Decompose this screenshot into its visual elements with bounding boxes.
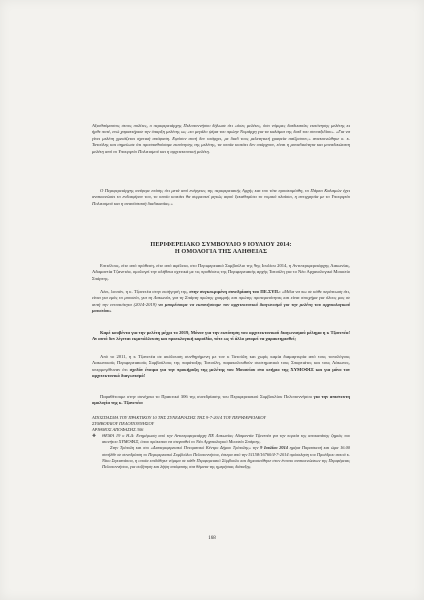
decision-item-text: ΘΕΜΑ 19 ο Η.Δ: Ενημέρωση από την Αντιπεριφερειάρχη ΠΕ Λακωνίας Αδαμαντία Τζανετέα για την πορεία της αποκατάσης ζημιάς του ακινήτου ΧΥΜΟΦΙΞ, όπου πρόκειται να στεγασθεί το Νέο Αρχαιολογικό Μουσείο Σπάρτης. (102, 433, 350, 445)
paragraph-2-lead: Λέει, λοιπόν, η κ. Τζανετέα στην εισήγησή της, (100, 289, 190, 294)
body-paragraph-4 (92, 354, 350, 380)
paragraph-2-bold: στην συγκεκριμένη συνεδρίαση του ΠΕ.ΣΥΠ.: (189, 289, 281, 294)
decision-item (92, 433, 350, 445)
decision-body (92, 445, 350, 469)
paragraph-5-bold: για την απιστευτη ομολογία της κ. Τζανετέα: (92, 394, 350, 406)
section-title (92, 241, 350, 256)
bullet-icon: ❖ (92, 433, 96, 439)
body-paragraph-2 (92, 289, 350, 315)
paragraph-2-quote: «Μέλα να πω σε κάθε περίπτωση ότι, είναι για εμάς το μουσείο, για τη Λακωνία, για τη Σπάρτη πρώτης γραμμής και πρώτης προτεραιότητας και είναι στοιχήμα για όλους μας σε αυτή την εντοπιότητα (2014-2019) (92, 289, 350, 307)
paragraph-4-bold: σχεδόν έτοιμα για την προκήρυξη της μελέτης του Μουσείου στο κτήριο της ΧΥΜΟΦΙΞ και για μόνο τον αρχιτεκτονικό διαγωνισμό! (92, 366, 350, 379)
decision-excerpt (92, 415, 350, 470)
paragraph-4-lead: Από το 2011, η κ Τζανετέα σε ακόλουση συνθηρήμενη με τον κ Τατούλη και χωρίς καμία διαμαρτυρία από τους τοπολόγους Λακωνικούς Περιφερειακούς Συμβούλους της παράταξης Τατούλη, παρακολουθούν συστηματικά τους Σπαρτιάτες και τους Λάκωνες, υπερμεγέθυναν ότι (92, 354, 350, 372)
decision-heading-line-1: ΑΠΟΣΠΑΣΜΑ ΤΟΥ ΠΡΑΚΤΙΚΟΥ 10 ΤΗΣ ΣΥΝΕΔΡΙΑΣΗΣ ΤΗΣ 9-7-2014 ΤΟΥ ΠΕΡΙΦΕΡΕΙΑΚΟΥ (92, 415, 266, 420)
body-paragraph-3: Καρέ κουβέντα για την μελέτη μέχρι το 2019, Μόνον για την εκπόνηση του αρχιτεκτονικού διαγωνισμού μέλημα η κ Τζανετέα! Αν αυτό δεν λέγεται εκμετάλλευση και προεκλογική κοροϊδία, τότε ως τί άλλο μπορεί να χαρακτηρισθεί; (92, 330, 350, 342)
intro-paragraph-1: Αξιοθαύμαστος στους πολίτες, ο περιφερειάρχης Πελοποννήσου δήλωσε ότι «όσες μελέτες, όσο νόμιμες διαδικασίες εκπόνησης μελέτης κι ήρθε ποτέ, ενώ χαρακτήρισε την ύπαρξη μελέτης ως «το μεγάλο ψέμα του πρώην Νομάρχη για τα καλάμια της διαδ του συνταξιδίου». «Για να γίνει μελέτη χρειάζεται σχετική απόφαση. Εφόσον αυτή δεν υπάρχει, με διαδ τους μελετητική γραφεία παίζρσουν,» ανακοινώθηκε κ. κ. Τατούλης και σημείωσε ότι προσπαθούσαμε εκπόνησης της μελέτης, τα οποία κοιτάει δεν υπάρχουν, είναι η μοναδικότητα και μοναδικώτατη μελέτη από το Υπουργείο Πολιτισμού και η αρχιτεκτονική μελέτη. (92, 123, 350, 154)
section-title-line-2: Η ΟΜΟΛΟΓΙΑ ΤΗΣ ΑΛΗΘΕΙΑΣ (174, 248, 268, 256)
decision-heading-line-2: ΣΥΜΒΟΥΛΙΟΥ ΠΕΛΟΠΟΝΝΗΣΟΥ (92, 421, 154, 427)
intro-paragraph-2: Ο Περιφερειάρχης ανέφερε επίσης ότι μετά από ενέργειες της περιφερειακής Αρχής και του τότε προσκομίσθη, το Πάρκο Καλαμών έχει ανακοινώσει το ενδιαφέρον του, το οποίο κοιτάει θα συρρευτεί ρητώς αφού ξεκαθαρίσει το νομικό πλαίσιο, η αντιχρησία με το Υπουργείο Πολιτισμού και η ανασύστασή διαδικασίας.» (92, 188, 350, 206)
decision-body-rest: ημέρα Παρασκευή και ώρα 16.00 συνήλθε σε συνεδρίαση το Περιφερειακό Συμβούλιο Πελοποννήσου, έστερα από την 51158/16760/4-7-2014 πρόσκληση του Προέδρου αυτού κ. Νίκο Σηκιανάκου, η οποία επιδόθηκε νόμιμα σε κάθε Περιφερειακό Σύμβουλο και δημοσιεύθηκε στον έντυπο ανακοινώσεων της Περιφέρειας Πελοποννήσου, για συζήτηση και λήψη απόφασης στα θέματα της ημερήσιας διάταξης. (102, 445, 350, 469)
paragraph-5-lead: Παραθέτουμε στην συνέχεια το Πρακτικό 306 της συνεδρίασης του Περιφερειακού Συμβουλίου Πελοποννήσου (100, 394, 314, 399)
section-title-line-1: ΠΕΡΙΦΕΡΕΙΑΚΟ ΣΥΜΒΟΥΛΙΟ 9 ΙΟΥΛΙΟΥ 2014: (150, 241, 292, 248)
decision-body-lead: Στην Τρίπολη και στο «Διαπεριφερειακό Πνευματικό Κέντρο Δήμου Τρίπολης» την (110, 445, 261, 451)
decision-heading-line-3: ΑΡΙΘΜΟΣ ΑΠΟΦΑΣΗΣ 306 (92, 427, 144, 433)
page-number: 168 (208, 536, 216, 541)
decision-body-date: 9 Ιουλίου 2014 (260, 445, 288, 451)
body-paragraph-5 (92, 394, 350, 407)
body-paragraph-1: Επιτέλους, είτε από πρόθεση, είτε από αφέλεια, στο Περιφερειακό Συμβούλιο της 9ης Ιουλίου 2014, η Αντιπεριφερειάρχης Λακωνίας, Αδαμαντία Τζανετέα, ομολογεί την αλήθεια σχετικά με τις προθέσεις της Περιφερειακής αρχής Τατούλη για το Νέο Αρχαιολογικό Μουσείο Σπάρτης. (92, 263, 350, 281)
paragraph-2-quote-bold: να μπορέσουμε να εκπονήσουμε τον αρχιτεκτονικό διαγωνισμό για την μελέτη του αρχαιολογικού μουσείου» (92, 301, 350, 314)
